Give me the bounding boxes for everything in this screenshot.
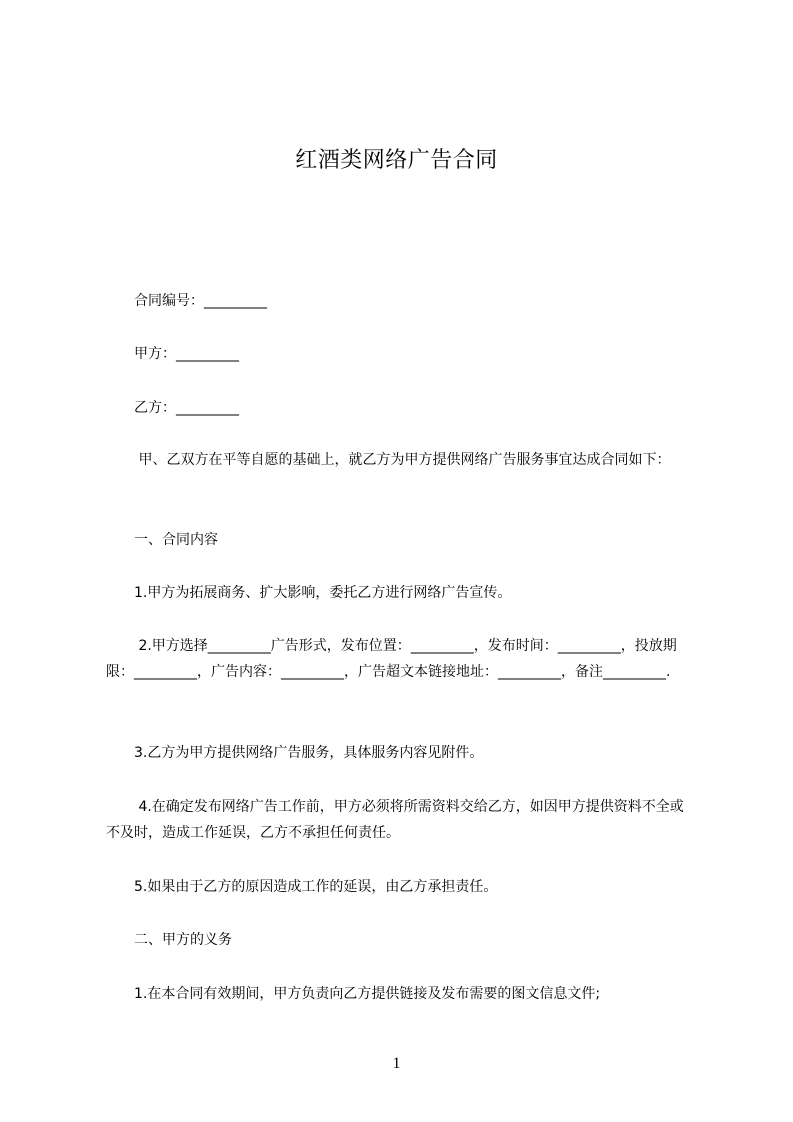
clause-1-5: 5.如果由于乙方的原因造成工作的延误，由乙方承担责任。 — [106, 879, 498, 895]
clause-2-1: 1.在本合同有效期间，甲方负责向乙方提供链接及发布需要的图文信息文件; — [106, 986, 601, 1002]
page-number: 1 — [392, 1055, 401, 1072]
clause-1-1: 1.甲方为拓展商务、扩大影响，委托乙方进行网络广告宣传。 — [106, 585, 512, 601]
intro-paragraph: 甲、乙双方在平等自愿的基础上，就乙方为甲方提供网络广告服务事宜达成合同如下： — [106, 452, 671, 468]
document-title: 红酒类网络广告合同 — [295, 148, 498, 173]
clause-1-2: 2.甲方选择_________广告形式，发布位置：_________，发布时间：_________，投放期限：_________，广告内容：_________，广告超文本链接地址：_________，备注_________. — [106, 638, 677, 680]
clause-1-4: 4.在确定发布网络广告工作前，甲方必须将所需资料交给乙方，如因甲方提供资料不全或不及时，造成工作延误，乙方不承担任何责任。 — [106, 799, 684, 841]
section-heading-party-a-obligations: 二、甲方的义务 — [106, 932, 232, 948]
party-b-line: 乙方：_________ — [106, 400, 239, 416]
party-a-line: 甲方：_________ — [106, 346, 239, 362]
clause-1-3: 3.乙方为甲方提供网络广告服务，具体服务内容见附件。 — [106, 745, 484, 761]
contract-number-line: 合同编号：_________ — [106, 293, 267, 309]
section-heading-contract-content: 一、合同内容 — [106, 532, 218, 548]
